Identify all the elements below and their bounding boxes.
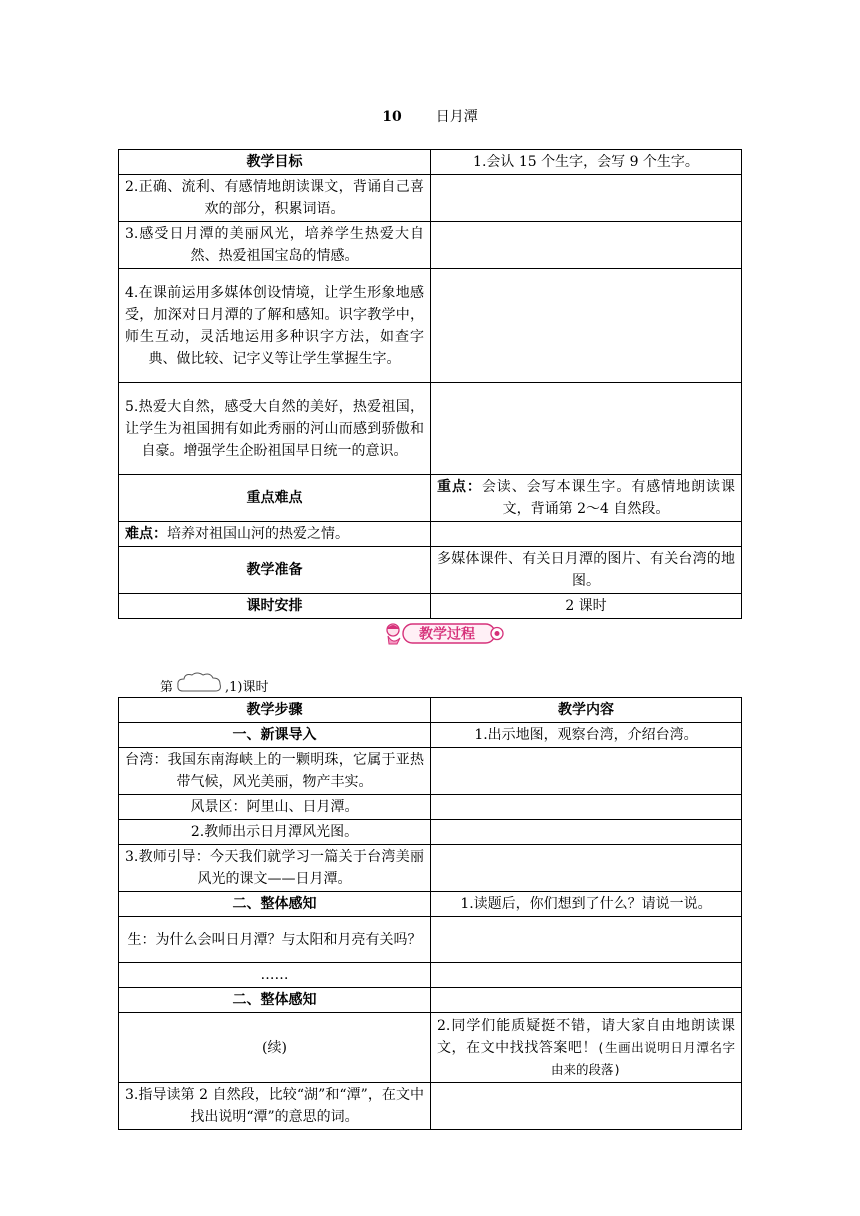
table-row [119, 150, 742, 175]
key-points-header: 重点难点 [119, 475, 431, 522]
teacher-show: 2.教师出示日月潭风光图。 [119, 820, 431, 845]
goal-2: 2.正确、流利、有感情地朗读课文，背诵自己喜欢的部分，积累词语。 [119, 175, 431, 222]
target-icon [491, 628, 503, 640]
table-row [119, 988, 742, 1013]
ellipsis-cell: …… [119, 963, 431, 988]
lesson-name: 日月潭 [435, 109, 478, 125]
lesson-title [0, 106, 860, 126]
lesson-period-suffix: ,1)课时 [225, 680, 269, 695]
banner-text: 教学过程 [419, 626, 475, 643]
step-overall: 二、整体感知 [119, 892, 431, 917]
table-row [119, 892, 742, 917]
table-row [119, 475, 742, 522]
scenic-spots: 风景区：阿里山、日月潭。 [119, 795, 431, 820]
empty-cell [431, 963, 742, 988]
goal-5: 5.热爱大自然，感受大自然的美好，热爱祖国，让学生为祖国拥有如此秀丽的河山而感到骄傲和自豪。增强学生企盼祖国早日统一的意识。 [119, 383, 431, 475]
schedule-text: 2 课时 [431, 594, 742, 619]
table-row [119, 795, 742, 820]
key-points-cell [431, 475, 742, 522]
empty-cell [431, 748, 742, 795]
lesson-plan-table [118, 149, 742, 619]
table-row [119, 845, 742, 892]
empty-cell [431, 1083, 742, 1130]
preparation-text: 多媒体课件、有关日月潭的图片、有关台湾的地图。 [431, 547, 742, 594]
content-read-text [431, 1013, 742, 1083]
table-row [119, 917, 742, 963]
table-row [119, 723, 742, 748]
student-question: 生：为什么会叫日月潭？与太阳和月亮有关吗？ [119, 917, 431, 963]
table-row [119, 1083, 742, 1130]
table-row [119, 963, 742, 988]
guide-read: 3.指导读第 2 自然段，比较“湖”和“潭”，在文中找出说明“潭”的意思的词。 [119, 1083, 431, 1130]
empty-cell [431, 383, 742, 475]
table-row [119, 383, 742, 475]
table-row [119, 547, 742, 594]
empty-cell [431, 269, 742, 383]
table-row [119, 594, 742, 619]
preparation-header: 教学准备 [119, 547, 431, 594]
content-intro: 1.出示地图，观察台湾，介绍台湾。 [431, 723, 742, 748]
empty-cell [431, 845, 742, 892]
taiwan-intro: 台湾：我国东南海峡上的一颗明珠，它属于亚热带气候，风光美丽，物产丰实。 [119, 748, 431, 795]
table-row [119, 820, 742, 845]
goal-1: 1.会认 15 个生字，会写 9 个生字。 [431, 150, 742, 175]
teaching-process-banner [383, 621, 505, 647]
table-row [119, 1013, 742, 1083]
teaching-process-table [118, 697, 742, 1130]
steps-header: 教学步骤 [119, 698, 431, 723]
lesson-period-label [160, 675, 269, 695]
table-row [119, 748, 742, 795]
read-note: (生画出说明日月潭名字由来的段落) [550, 1039, 736, 1077]
step-overall-repeat: 二、整体感知 [119, 988, 431, 1013]
step-intro: 一、新课导入 [119, 723, 431, 748]
empty-cell [431, 522, 742, 547]
lesson-period-prefix: 第 [160, 680, 174, 695]
content-header: 教学内容 [431, 698, 742, 723]
continued-label: (续) [119, 1013, 431, 1083]
table-row [119, 698, 742, 723]
content-overall: 1.读题后，你们想到了什么？请说一说。 [431, 892, 742, 917]
difficulty-cell [119, 522, 431, 547]
empty-cell [431, 988, 742, 1013]
difficulty-text: 培养对祖国山河的热爱之情。 [167, 526, 349, 542]
empty-cell [431, 917, 742, 963]
table-row [119, 222, 742, 269]
cartoon-teacher-icon [387, 624, 400, 644]
table-row [119, 175, 742, 222]
difficulty-label: 难点： [125, 526, 167, 542]
key-points-label: 重点： [437, 479, 482, 495]
empty-cell [431, 175, 742, 222]
empty-cell [431, 222, 742, 269]
empty-cell [431, 820, 742, 845]
goal-4: 4.在课前运用多媒体创设情境，让学生形象地感受，加深对日月潭的了解和感知。识字教学中，师生互动，灵活地运用多种识字方法，如查字典、做比较、记字义等让学生掌握生字。 [119, 269, 431, 383]
key-points-text: 会读、会写本课生字。有感情地朗读课文，背诵第 2～4 自然段。 [481, 479, 736, 517]
goal-3: 3.感受日月潭的美丽风光，培养学生热爱大自然、热爱祖国宝岛的情感。 [119, 222, 431, 269]
lesson-number: 10 [382, 109, 402, 125]
cloud-icon [175, 671, 223, 695]
table-row [119, 269, 742, 383]
read-instruction: 2.同学们能质疑挺不错，请大家自由地朗读课文，在文中找找答案吧！ [437, 1017, 735, 1056]
table-row [119, 522, 742, 547]
empty-cell [431, 795, 742, 820]
teacher-guide: 3.教师引导：今天我们就学习一篇关于台湾美丽风光的课文——日月潭。 [119, 845, 431, 892]
schedule-header: 课时安排 [119, 594, 431, 619]
goals-header: 教学目标 [119, 150, 431, 175]
